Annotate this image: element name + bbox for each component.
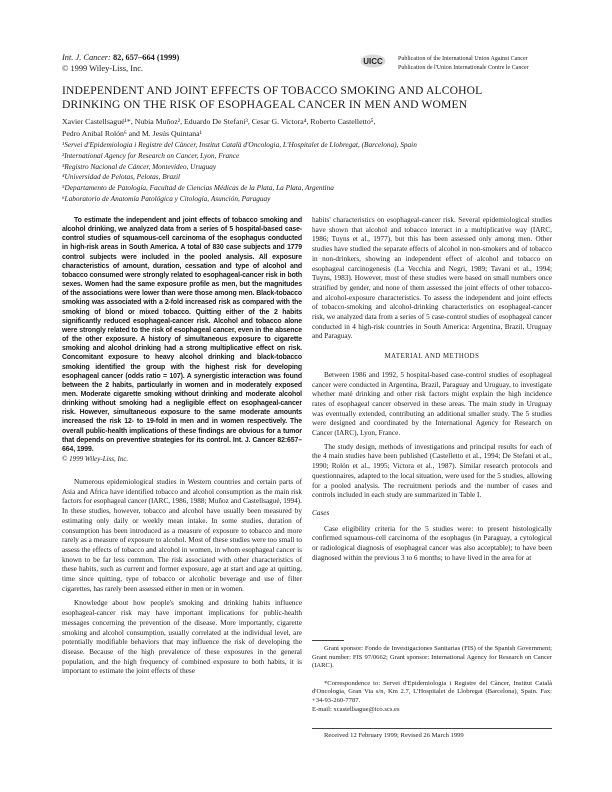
journal-header xyxy=(62,52,179,74)
publisher-note xyxy=(398,55,529,72)
footnotes xyxy=(312,645,552,714)
methods-paragraph-1: Between 1986 and 1992, 5 hospital-based case-control studies of esophageal cancer were conducted in Argentina, Brazil, Paraguay and Uruguay, to investigate whether maté drinking and other risk factors might explain the high incidence rates of esophageal cancer observed in these areas. The main study in Uruguay was eventually extended, contributing an additional smaller study. The 5 studies were designed and coordinated by the International Agency for Research on Cancer (IARC), Lyon, France. xyxy=(312,370,552,438)
affiliation-3: ³Registro Nacional de Cáncer, Montevideo, Uruguay xyxy=(62,161,217,171)
journal-name: Int. J. Cancer: xyxy=(62,53,111,62)
uicc-logo xyxy=(360,54,386,68)
article-title xyxy=(62,84,554,111)
received-rule xyxy=(312,728,552,729)
abstract xyxy=(62,216,302,454)
affiliation-6: ⁶Laboratorio de Anatomía Patológica y Citología, Asunción, Paraguay xyxy=(62,193,271,203)
footnote-correspondence: *Correspondence to: Servei d'Epidemiologia i Registre del Càncer, Institut Català d'Oncologia, Gran Via s/n, Km 2.7, L'Hospitalet de Llobregat (Barcelona), Spain. Fax: +34-93-260-7787. xyxy=(312,679,552,704)
journal-citation: 82, 657–664 (1999) xyxy=(110,53,180,62)
introduction xyxy=(62,478,302,677)
publisher-en: Publication of the International Union Against Cancer xyxy=(398,56,528,62)
cases-paragraph: Case eligibility criteria for the 5 studies were: to present histologically confirmed squamous-cell carcinoma of the esophagus (in Paraguay, a cytological or radiological diagnosis of esophageal cancer was also acceptable); to have been diagnosed within the previous 3 to 6 months; to have lived in the area for at xyxy=(312,524,552,562)
affiliation-5: ⁵Departamento de Patología, Facultad de Ciencias Médicas de la Plata, La Plata, Argentina xyxy=(62,183,334,193)
intro-paragraph-1: Numerous epidemiological studies in Western countries and certain parts of Asia and Africa have identified tobacco and alcohol consumption as the main risk factors for esophageal cancer (IARC, 1986, 1988; Muñoz and Castellsagué, 1994). In these studies, however, tobacco and alcohol have usually been measured by estimating only daily or weekly mean intake. In some studies, duration of consumption has been introduced as a measure of exposure to tobacco and more rarely as a measure of exposure to alcohol. Most of these studies were too small to assess the effects of tobacco and alcohol in women, in whom esophageal cancer is known to be far less common. The risk associated with other characteristics of these habits, such as current and former exposure, age at start and age at quitting, time since quitting, type of tobacco or alcoholic beverage and use of filter cigarettes, has rarely been assessed either in men or in women. xyxy=(62,478,302,593)
intro-continued: habits' characteristics on esophageal-cancer risk. Several epidemiological studies have shown that alcohol and tobacco interact in a multiplicative way (IARC, 1986; Tuyns et al., 1977), but this has been assessed only among men. Other studies have studied the separate effects of alcohol in non-smokers and of tobacco in non-drinkers, showing an independent effect of alcohol and tobacco on esophageal carcinogenesis (La Vecchia and Negri, 1989; Tavani et al., 1994; Tuyns, 1983). However, most of these studies were based on small numbers once stratified by gender, and none of them assessed the joint effects of other tobacco- and alcohol-exposure characteristics. To assess the independent and joint effects of tobacco-smoking and alcohol-drinking characteristics on esophageal-cancer risk, we analyzed data from a series of 5 case-control studies of esophageal cancer conducted in 4 high-risk countries in South America: Argentina, Brazil, Uruguay and Paraguay. xyxy=(312,216,552,341)
intro-paragraph-2: Knowledge about how people's smoking and drinking habits influence esophageal-cancer risk may have important implications for public-health messages concerning the prevention of the disease. More importantly, cigarette smoking and alcohol consumption, usually correlated at the individual level, are potentially modifiable behaviors that may influence the risk of developing the disease. Because of the high prevalence of these exposures in the general population, and the high frequency of combined exposure to both habits, it is important to estimate the joint effects of these xyxy=(62,599,302,676)
affiliation-2: ²International Agency for Research on Cancer, Lyon, France xyxy=(62,150,240,160)
title-line-1: INDEPENDENT AND JOINT EFFECTS OF TOBACCO SMOKING AND ALCOHOL xyxy=(62,84,483,97)
author-line-2: Pedro Anibal Rolón⁶ and M. Jesús Quintana¹ xyxy=(62,128,202,138)
received-dates: Received 12 February 1999; Revised 26 March 1999 xyxy=(324,732,464,739)
author-line-1: Xavier Castellsagué¹*, Nubia Muñoz², Eduardo De Stefani³, Cesar G. Victora⁴, Roberto Castelletto⁵, xyxy=(62,117,376,126)
uicc-logo-text: UICC xyxy=(363,57,383,66)
publisher-fr: Publication de l'Union Internationale Contre le Cancer xyxy=(398,64,529,71)
abstract-copyright: © 1999 Wiley-Liss, Inc. xyxy=(62,455,129,464)
affiliation-4: ⁴Universidad de Pelotas, Pelotas, Brazil xyxy=(62,172,181,182)
abstract-text: To estimate the independent and joint effects of tobacco smoking and alcohol drinking, we analyzed data from a series of 5 hospital-based case-control studies of squamous-cell carcinoma of the esophagus conducted in high-risk areas in South America. A total of 830 case subjects and 1779 control subjects were included in the pooled analysis. All exposure characteristics of amount, duration, cessation and type of alcohol and tobacco consumed were strongly related to esophageal-cancer risk in both sexes. Women had the same exposure profile as men, but the magnitudes of the associations were lower than were those among men. Black-tobacco smoking was associated with a 2-fold increased risk as compared with the smoking of blond or mixed tobacco. Quitting either of the 2 habits significantly reduced esophageal-cancer risk. Alcohol and tobacco alone were strongly related to the risk of esophageal cancer, even in the absence of the other exposure. A history of simultaneous exposure to cigarette smoking and alcohol drinking had a strong multiplicative effect on risk. Concomitant exposure to heavy alcohol drinking and black-tobacco smoking identified the group with the highest risk for developing esophageal cancer (odds ratio = 107). A synergistic interaction was found between the 2 habits, particularly in women and in moderately exposed men. Moderate cigarette smoking without drinking and moderate alcohol drinking without smoking had a negligible effect on esophageal-cancer risk. However, simultaneous exposure to the same moderate amounts increased the risk 12- to 19-fold in men and in women respectively. The overall public-health implications of these findings are obvious for a tumor that depends on preventive strategies for its control. Int. J. Cancer 82:657–664, 1999. xyxy=(62,217,302,453)
footnote-rule xyxy=(312,640,344,641)
header-copyright: © 1999 Wiley-Liss, Inc. xyxy=(62,64,144,73)
section-heading xyxy=(312,352,552,362)
footnote-email: E-mail: xcastellsague@ico.scs.es xyxy=(312,705,400,713)
subheading-cases: Cases xyxy=(312,508,330,517)
author-list xyxy=(62,116,562,139)
footnote-grant: Grant sponsor: Fondo de Investigaciones Sanitarias (FIS) of the Spanish Government; Grant number: FIS 97/0662; Grant sponsor: International Agency for Research on Cancer (IARC). xyxy=(312,645,552,670)
section-heading-text: MATERIAL AND METHODS xyxy=(384,353,480,361)
methods-paragraph-2: The study design, methods of investigations and principal results for each of the 4 main studies have been published (Castelletto et al., 1994; De Stefani et al., 1990; Rolón et al., 1995; Victora et al., 1987). Similar research protocols and questionnaires, adapted to the local situation, were used for the 5 studies, allowing for a pooled analysis. The recruitment periods and the number of cases and controls included in each study are summarized in Table I. xyxy=(312,442,552,500)
affiliation-1: ¹Servei d'Epidemiologia i Registre del Càncer, Institut Català d'Oncologia, L'Hospitalet de Llobregat, (Barcelona), Spain xyxy=(62,140,417,149)
right-column xyxy=(312,216,552,564)
left-column xyxy=(62,216,302,465)
affiliations xyxy=(62,140,562,205)
title-line-2: DRINKING ON THE RISK OF ESOPHAGEAL CANCER IN MEN AND WOMEN xyxy=(62,97,468,111)
